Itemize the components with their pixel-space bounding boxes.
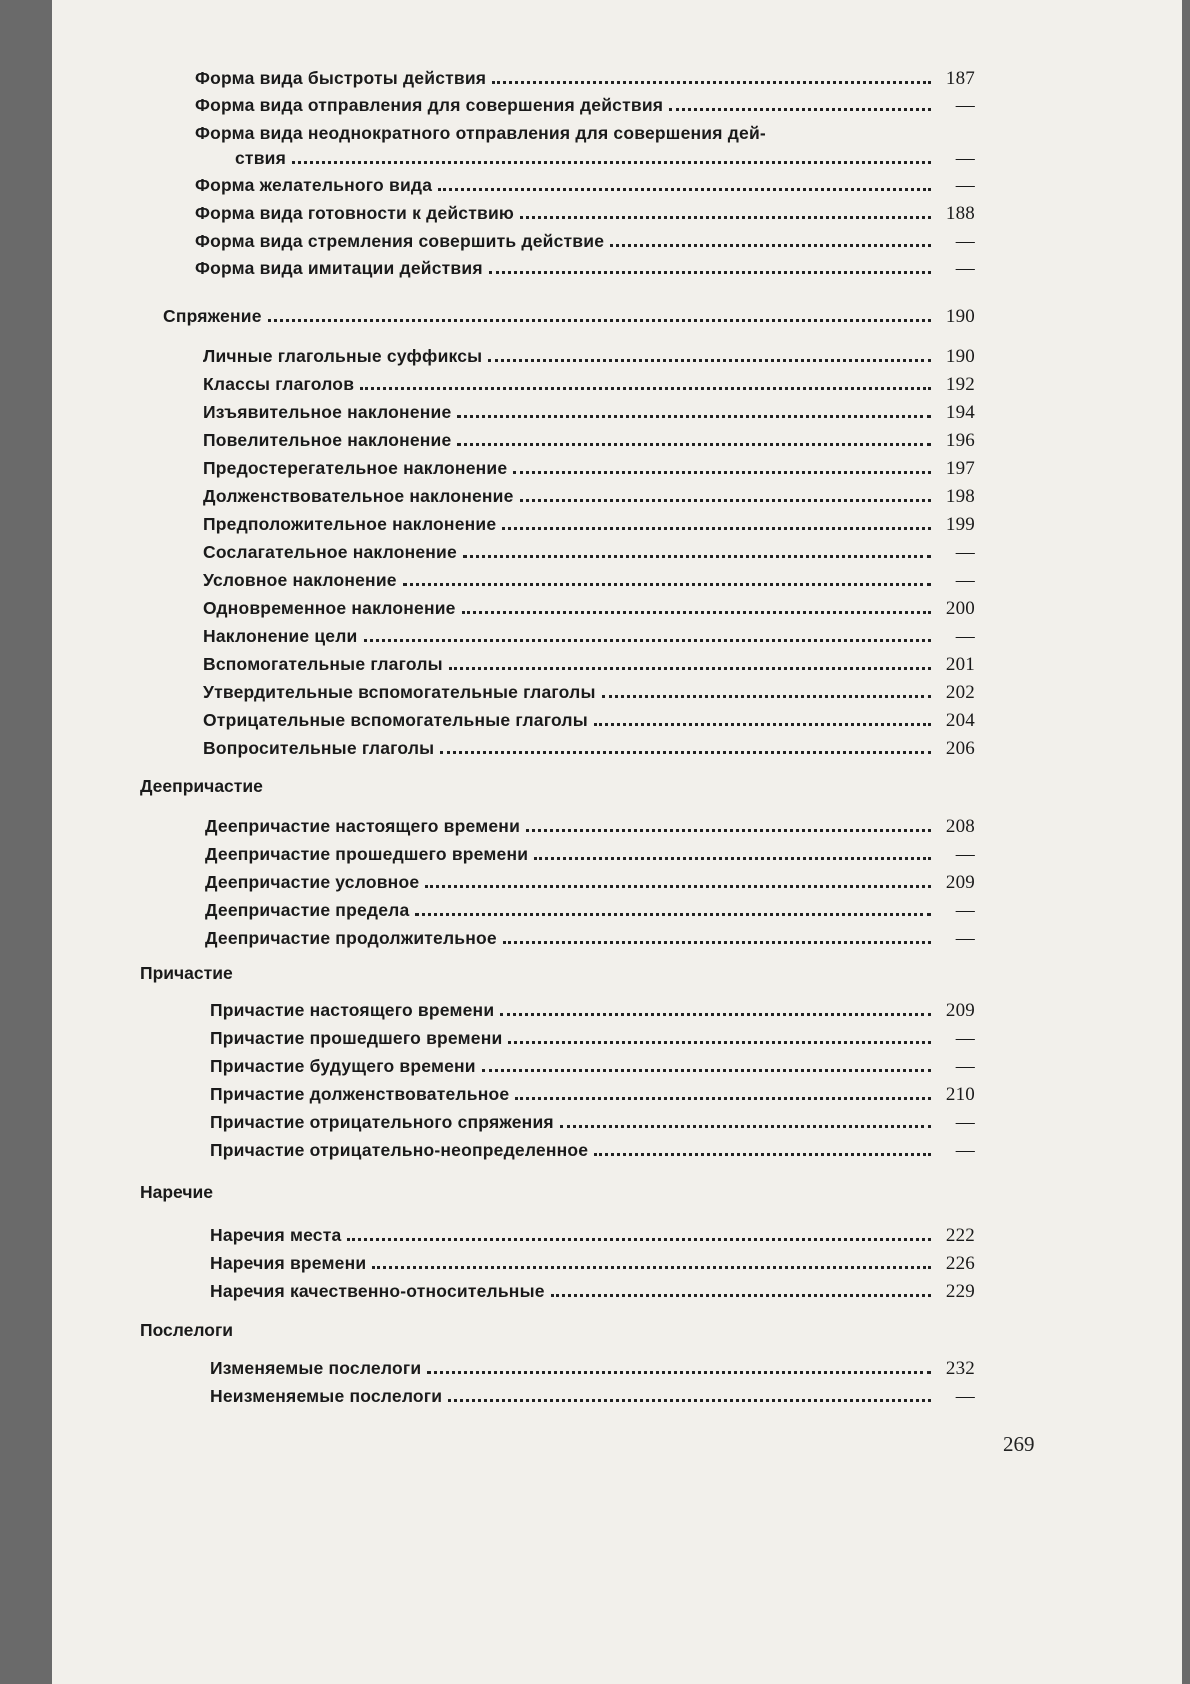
dot-leader [526,829,931,832]
entry-title: Причастие настоящего времени [210,1000,495,1020]
toc-entry [210,1358,975,1384]
entry-title: Причастие отрицательного спряжения [210,1112,554,1132]
entry-page: 222 [945,1225,975,1246]
toc-entry [210,1281,975,1307]
toc-entry [195,258,975,284]
toc-entry [210,1056,975,1082]
toc-entry [195,175,975,201]
toc-entry [210,1028,975,1054]
dot-leader [602,695,931,698]
toc-entry [203,430,975,456]
entry-page: 204 [945,710,975,731]
entry-title: Деепричастие прошедшего времени [205,844,529,864]
dot-leader [292,161,931,164]
toc-entry [203,514,975,540]
entry-title: Причастие долженствовательное [210,1084,510,1104]
entry-page: — [955,148,975,169]
dot-leader [403,583,931,586]
entry-page: 209 [945,1000,975,1021]
dot-leader [489,271,931,274]
entry-page: 200 [945,598,975,619]
dot-leader [364,639,931,642]
entry-title: Форма вида имитации действия [195,258,483,278]
toc-entry [210,1000,975,1026]
entry-title: Деепричастие настоящего времени [205,816,521,836]
entry-page: 201 [945,654,975,675]
entry-title: Спряжение [163,306,262,326]
dot-leader [534,857,931,860]
dot-leader [482,1069,931,1072]
entry-page: — [955,928,975,949]
entry-title: Наречия времени [210,1253,367,1273]
entry-page: 232 [945,1358,975,1379]
entry-page: 196 [945,430,975,451]
entry-page: — [955,258,975,279]
dot-leader [508,1041,931,1044]
entry-page: — [955,175,975,196]
entry-page: 187 [945,68,975,89]
toc-entry [210,1225,975,1251]
dot-leader [438,188,931,191]
dot-leader [520,216,931,219]
toc-entry [195,68,975,94]
section-heading: Деепричастие [140,776,263,796]
toc-entry [195,231,975,257]
toc-entry [210,1112,975,1138]
dot-leader [560,1125,931,1128]
page-number: 269 [1003,1432,1035,1456]
entry-title: Деепричастие продолжительное [205,928,497,948]
entry-title: Форма вида стремления совершить действие [195,231,605,251]
toc-entry [203,346,975,372]
entry-page: 192 [945,374,975,395]
entry-title: Сослагательное наклонение [203,542,457,562]
entry-title: Повелительное наклонение [203,430,452,450]
dot-leader [448,1399,931,1402]
dot-leader [268,319,931,322]
entry-title: Форма вида готовности к действию [195,203,515,223]
toc-entry [203,486,975,512]
entry-title: Деепричастие предела [205,900,410,920]
toc-entry [210,1140,975,1166]
entry-title: Неизменяемые послелоги [210,1386,443,1406]
entry-title: Форма вида быстроты действия [195,68,487,88]
toc-entry [195,203,975,229]
toc-entry [203,626,975,652]
section-heading: Наречие [140,1182,214,1202]
entry-title: Вспомогательные глаголы [203,654,443,674]
dot-leader [500,1013,931,1016]
entry-title: ствия [235,148,287,168]
entry-page: 206 [945,738,975,759]
toc-entry [203,458,975,484]
entry-title: Форма желательного вида [195,175,433,195]
entry-title: Одновременное наклонение [203,598,456,618]
toc-entry [203,598,975,624]
toc-entry [203,542,975,568]
dot-leader [415,913,931,916]
entry-page: 194 [945,402,975,423]
entry-title: Деепричастие условное [205,872,420,892]
entry-title: Причастие будущего времени [210,1056,476,1076]
dot-leader [669,108,931,111]
entry-title: Форма вида неоднократного отправления для совершения дей- [195,123,766,143]
dot-leader [449,667,931,670]
toc-entry [195,123,975,149]
entry-page: 197 [945,458,975,479]
dot-leader [502,527,931,530]
entry-page: 229 [945,1281,975,1302]
entry-page: 209 [945,872,975,893]
entry-page: 198 [945,486,975,507]
dot-leader [520,499,931,502]
entry-title: Изъявительное наклонение [203,402,452,422]
dot-leader [503,941,931,944]
entry-page: 188 [945,203,975,224]
dot-leader [492,81,931,84]
entry-title: Причастие отрицательно-неопределенное [210,1140,589,1160]
entry-page: 190 [945,346,975,367]
entry-title: Наречия качественно-относительные [210,1281,545,1301]
entry-page: — [955,95,975,116]
entry-page: 199 [945,514,975,535]
entry-page: — [955,1028,975,1049]
toc-entry [210,1253,975,1279]
dot-leader [515,1097,931,1100]
toc-entry [203,374,975,400]
entry-title: Классы глаголов [203,374,355,394]
entry-page: — [955,626,975,647]
entry-title: Долженствовательное наклонение [203,486,514,506]
dot-leader [463,555,931,558]
toc-entry [195,95,975,121]
dot-leader [594,723,931,726]
entry-page: — [955,542,975,563]
toc-entry [203,710,975,736]
toc-entry [210,1386,975,1412]
entry-title: Личные глагольные суффиксы [203,346,483,366]
toc-entry [203,570,975,596]
toc-entry [205,816,975,842]
toc-entry [210,1084,975,1110]
dot-leader [457,415,931,418]
toc-entry [163,306,975,332]
toc-entry [203,402,975,428]
entry-title: Форма вида отправления для совершения действия [195,95,664,115]
entry-page: 202 [945,682,975,703]
dot-leader [372,1266,931,1269]
dot-leader [347,1238,931,1241]
toc-entry [205,844,975,870]
entry-title: Наречия места [210,1225,342,1245]
dot-leader [360,387,931,390]
dot-leader [610,244,931,247]
dot-leader [425,885,931,888]
entry-title: Предположительное наклонение [203,514,497,534]
entry-page: 208 [945,816,975,837]
section-heading: Причастие [140,963,233,983]
entry-title: Вопросительные глаголы [203,738,435,758]
dot-leader [594,1153,931,1156]
entry-page: — [955,231,975,252]
dot-leader [427,1371,931,1374]
entry-title: Причастие прошедшего времени [210,1028,503,1048]
entry-page: 226 [945,1253,975,1274]
dot-leader [457,443,931,446]
toc-entry [235,148,975,174]
dot-leader [513,471,931,474]
entry-page: — [955,1112,975,1133]
entry-page: — [955,1056,975,1077]
entry-title: Предостерегательное наклонение [203,458,508,478]
entry-page: 210 [945,1084,975,1105]
dot-leader [462,611,931,614]
entry-page: — [955,1140,975,1161]
entry-page: — [955,900,975,921]
toc-entry [205,872,975,898]
toc-entry [205,900,975,926]
entry-title: Наклонение цели [203,626,358,646]
entry-title: Изменяемые послелоги [210,1358,422,1378]
dot-leader [440,751,931,754]
section-heading: Послелоги [140,1320,234,1340]
entry-title: Условное наклонение [203,570,397,590]
dot-leader [488,359,931,362]
entry-page: — [955,1386,975,1407]
toc-entry [203,682,975,708]
toc-entry [203,654,975,680]
entry-page: — [955,844,975,865]
toc-entry [205,928,975,954]
entry-title: Отрицательные вспомогательные глаголы [203,710,588,730]
entry-title: Утвердительные вспомогательные глаголы [203,682,596,702]
dot-leader [551,1294,931,1297]
toc-entry [203,738,975,764]
entry-page: — [955,570,975,591]
entry-page: 190 [945,306,975,327]
